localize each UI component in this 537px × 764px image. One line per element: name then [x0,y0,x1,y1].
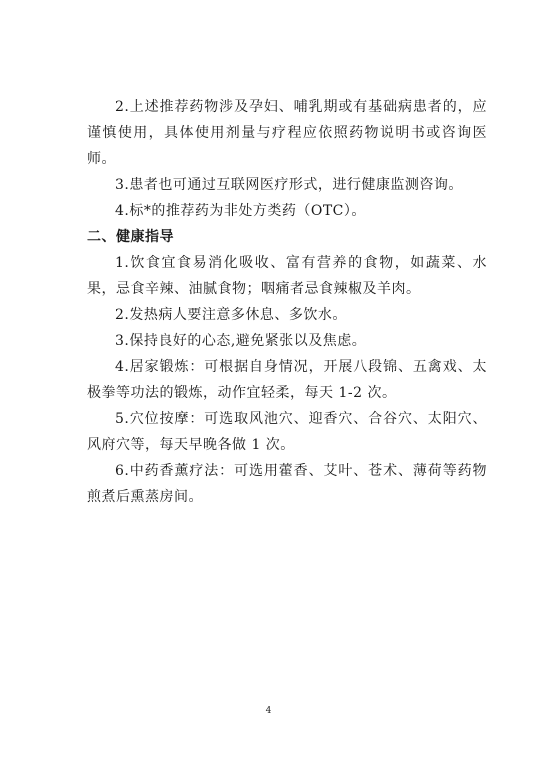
page-content [87,94,487,510]
health-item-1: 1.饮食宜食易消化吸收、富有营养的食物，如蔬菜、水果，忌食辛辣、油腻食物；咽痛者忌食辣椒及羊肉。 [87,255,487,297]
health-item-6: 6.中药香薰疗法：可选用藿香、艾叶、苍术、薄荷等药物煎煮后熏蒸房间。 [87,463,487,505]
health-item-5: 5.穴位按摩：可选取风池穴、迎香穴、合谷穴、太阳穴、风府穴等，每天早晚各做 1 次。 [87,411,487,453]
note-item-2: 2.上述推荐药物涉及孕妇、哺乳期或有基础病患者的，应谨慎使用，具体使用剂量与疗程应依照药物说明书或咨询医师。 [87,99,487,167]
page-number: 4 [265,706,272,716]
health-item-2: 2.发热病人要注意多休息、多饮水。 [115,307,347,323]
note-item-4: 4.标*的推荐药为非处方类药（OTC）。 [115,203,366,219]
note-item-3: 3.患者也可通过互联网医疗形式，进行健康监测咨询。 [115,177,463,193]
health-item-3: 3.保持良好的心态,避免紧张以及焦虑。 [115,333,367,349]
section-heading: 二、健康指导 [87,229,174,245]
health-item-4: 4.居家锻炼：可根据自身情况，开展八段锦、五禽戏、太极拳等功法的锻炼，动作宜轻柔，每天 1-2 次。 [87,359,487,401]
